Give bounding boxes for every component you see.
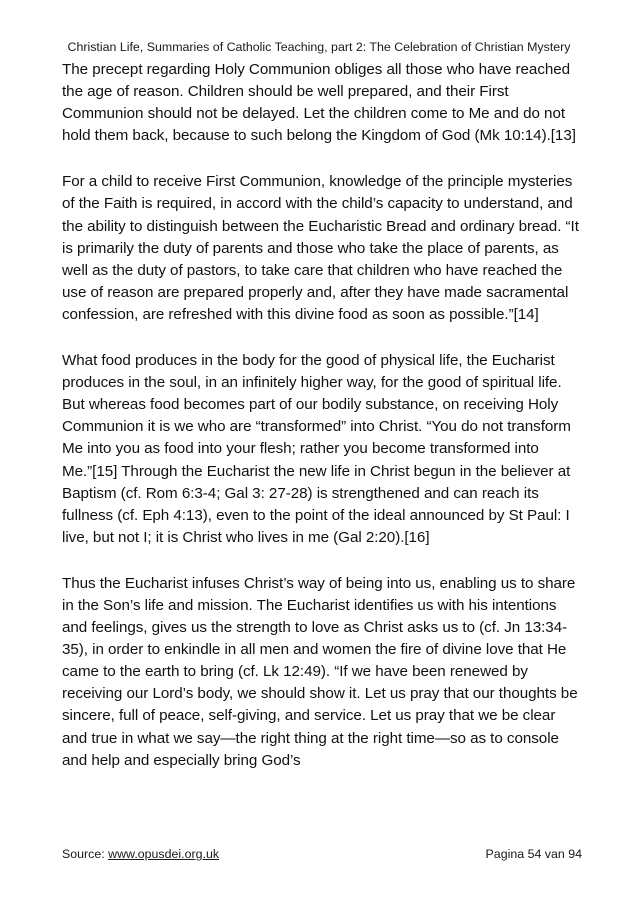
running-header: Christian Life, Summaries of Catholic Teaching, part 2: The Celebration of Christian Mystery: [67, 40, 571, 54]
paragraph-2: For a child to receive First Communion, knowledge of the principle mysteries of the Faith is required, in accord with the child’s capacity to understand, and the ability to distinguish between the Eucharistic Bread and ordinary bread. “It is primarily the duty of parents and those who take the place of parents, as well as the duty of pastors, to take care that children who have reached the use of reason are prepared properly and, after they have made sacramental confession, are refreshed with this divine food as soon as possible.”[14]: [62, 173, 579, 323]
paragraph-4: Thus the Eucharist infuses Christ’s way of being into us, enabling us to share in the Son’s life and mission. The Eucharist identifies us with his intentions and feelings, gives us the strength to love as Christ asks us to (cf. Jn 13:34-35), in order to enkindle in all men and women the fire of divine love that He came to the earth to bring (cf. Lk 12:49). “If we have been renewed by receiving our Lord’s body, we should show it. Let us pray that our thoughts be sincere, full of peace, self-giving, and service. Let us pray that we be clear and true in what we say—the right thing at the right time—so as to console and help and especially bring God’s: [62, 574, 578, 769]
source-link[interactable]: www.opusdei.org.uk: [108, 847, 220, 861]
footer-source: [62, 846, 219, 862]
paragraph-3: What food produces in the body for the good of physical life, the Eucharist produces in the soul, in an infinitely higher way, for the good of spiritual life. But whereas food becomes part of our bodily substance, on receiving Holy Communion it is we who are “transformed” into Christ. “You do not transform Me into you as food into your flesh; rather you become transformed into Me.”[15] Through the Eucharist the new life in Christ begun in the believer at Baptism (cf. Rom 6:3-4; Gal 3: 27-28) is strengthened and can reach its fullness (cf. Eph 4:13), even to the point of the ideal announced by St Paul: I live, but not I; it is Christ who lives in me (Gal 2:20).[16]: [62, 352, 571, 546]
document-body: [62, 59, 582, 796]
paragraph-1: The precept regarding Holy Communion obliges all those who have reached the age of reason. Children should be well prepared, and their First Communion should not be delayed. Let the children come to Me and do not hold them back, because to such belong the Kingdom of God (Mk 10:14).[13]: [62, 61, 576, 145]
source-label: Source:: [62, 847, 105, 861]
page-number: Pagina 54 van 94: [485, 847, 582, 861]
